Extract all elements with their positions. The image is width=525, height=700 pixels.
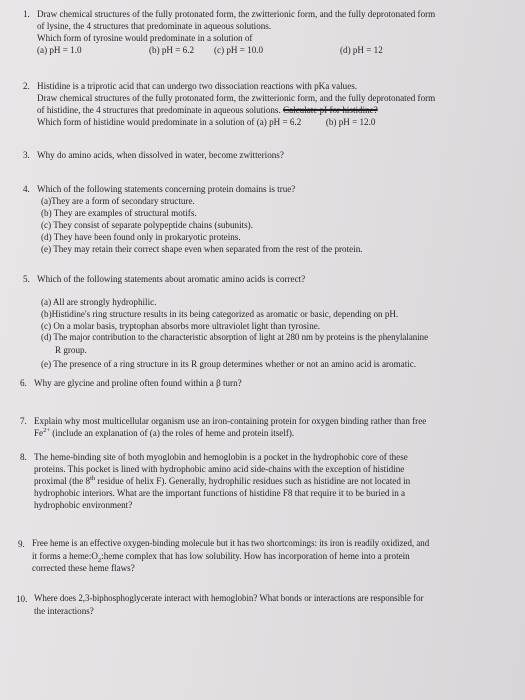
question-text: (include an explanation of (a) the roles of heme and protein itself). xyxy=(52,428,295,438)
question-3 xyxy=(23,149,513,161)
question-text-line: corrected these heme flaws? xyxy=(32,562,135,573)
question-text-line: The heme-binding site of both myoglobin and hemoglobin is a pocket in the hydrophobic core of these xyxy=(34,452,408,462)
subscript: 2 xyxy=(97,556,102,564)
question-text-line: Why do amino acids, when dissolved in water, become zwitterions? xyxy=(37,150,284,160)
question-stem: Which of the following statements concerning protein domains is true? xyxy=(37,184,296,194)
answer-option: (b)Histidine's ring structure results in its being categorized as aromatic or basic, depending on pH. xyxy=(41,309,399,319)
question-2 xyxy=(23,80,513,128)
question-stem: Which of the following statements about aromatic amino acids is correct? xyxy=(37,274,306,284)
question-number: 3. xyxy=(23,150,30,160)
question-body xyxy=(37,183,513,255)
question-text-line xyxy=(37,104,513,116)
question-number: 1. xyxy=(23,9,30,19)
answer-option-continuation: R group. xyxy=(55,344,87,355)
question-text: of histidine, the 4 structures that predominate in aqueous solutions. xyxy=(37,105,281,115)
question-body xyxy=(37,149,513,161)
question-text-line xyxy=(34,427,515,439)
question-number: 4. xyxy=(23,184,30,194)
question-text: :heme complex that has low solubility. How has incorporation of heme into a protein xyxy=(101,550,410,561)
question-6 xyxy=(20,377,510,389)
question-body xyxy=(37,273,515,370)
question-text: residue of helix F). Generally, hydrophilic residues such as histidine are not located in xyxy=(97,476,411,486)
question-text-line: the interactions? xyxy=(34,605,94,616)
question-7 xyxy=(20,415,515,439)
question-number: 10. xyxy=(16,594,28,604)
answer-option: (a)They are a form of secondary structure. xyxy=(41,196,195,206)
question-1 xyxy=(23,8,513,56)
answer-options xyxy=(37,44,513,56)
question-text-line: Draw chemical structures of the fully protonated form, the zwitterionic form, and the fully deprotonated form xyxy=(37,9,436,19)
question-text-line: hydrophobic interiors. What are the important functions of histidine F8 that require it to be buried in a xyxy=(34,488,406,498)
question-body xyxy=(34,593,518,617)
charge-superscript: 2+ xyxy=(43,426,51,434)
question-text-line: hydrophobic environment? xyxy=(34,500,133,510)
question-8 xyxy=(20,451,515,511)
question-body xyxy=(37,8,513,56)
question-number: 7. xyxy=(20,416,27,426)
answer-option: (a) pH = 1.0 xyxy=(37,45,82,55)
answer-option: (c) pH = 10.0 xyxy=(214,45,264,55)
question-9 xyxy=(18,538,518,574)
question-number: 8. xyxy=(20,452,27,462)
answer-option: (c) On a molar basis, tryptophan absorbs more ultraviolet light than tyrosine. xyxy=(41,321,321,331)
question-body xyxy=(34,377,510,389)
answer-option: (a) All are strongly hydrophilic. xyxy=(41,297,157,307)
question-text-line: Which form of tyrosine would predominate in a solution of xyxy=(37,33,253,43)
answer-option: (c) They consist of separate polypeptide chains (subunits). xyxy=(41,220,253,230)
question-text: proximal (the 8 xyxy=(34,476,91,486)
question-number: 6. xyxy=(20,378,27,388)
iron-ion-text: Fe xyxy=(34,428,44,438)
question-text-line xyxy=(37,116,513,128)
question-number: 9. xyxy=(18,539,25,549)
answer-option: (d) The major contribution to the characteristic absorption of light at 280 nm by proteins is the phenylalanine xyxy=(41,332,429,342)
answer-option: (b) pH = 6.2 xyxy=(149,45,195,55)
question-text-line xyxy=(34,475,515,487)
answer-option: (e) The presence of a ring structure in its R group determines whether or not an amino acid is aromatic. xyxy=(41,358,417,369)
question-body xyxy=(32,538,518,574)
answer-option: (e) They may retain their correct shape even when separated from the rest of the protein. xyxy=(41,244,363,254)
ordinal-superscript: th xyxy=(90,474,96,482)
question-text: Which form of histidine would predominate in a solution of (a) pH = 6.2 xyxy=(37,117,302,127)
question-text: it forms a heme:O xyxy=(32,550,98,561)
question-number: 2. xyxy=(23,81,30,91)
struck-out-text: Calculate pI for histidine? xyxy=(283,105,378,115)
question-text-line: Where does 2,3-biphosphoglycerate interact with hemoglobin? What bonds or interactions are responsible for xyxy=(34,593,424,603)
question-text-line: proteins. This pocket is lined with hydrophobic amino acid side-chains with the exception of histidine xyxy=(34,464,405,474)
answer-option: (b) They are examples of structural motifs. xyxy=(41,208,197,218)
question-4 xyxy=(23,183,513,255)
question-5 xyxy=(23,273,515,370)
question-text-line: of lysine, the 4 structures that predominate in aqueous solutions. xyxy=(37,21,272,31)
question-text-line: Draw chemical structures of the fully protonated form, the zwitterionic form, and the fully deprotonated form xyxy=(37,93,436,103)
question-text-line: Free heme is an effective oxygen-binding molecule but it has two shortcomings: its iron is readily oxidized, and xyxy=(32,538,430,548)
question-text-line: Why are glycine and proline often found within a β turn? xyxy=(34,378,242,388)
question-body xyxy=(34,415,515,439)
answer-option: (d) They have been found only in prokaryotic proteins. xyxy=(41,232,241,242)
question-body xyxy=(37,80,513,128)
answer-option: (d) pH = 12 xyxy=(340,45,383,55)
answer-option: (b) pH = 12.0 xyxy=(325,117,376,127)
question-body xyxy=(34,451,515,511)
question-10 xyxy=(16,593,518,617)
question-text-line: Histidine is a triprotic acid that can undergo two dissociation reactions with pKa values. xyxy=(37,81,358,91)
question-text-line: Explain why most multicellular organism use an iron-containing protein for oxygen binding rather than free xyxy=(34,416,427,426)
question-text-line xyxy=(32,550,518,562)
question-number: 5. xyxy=(23,274,30,284)
